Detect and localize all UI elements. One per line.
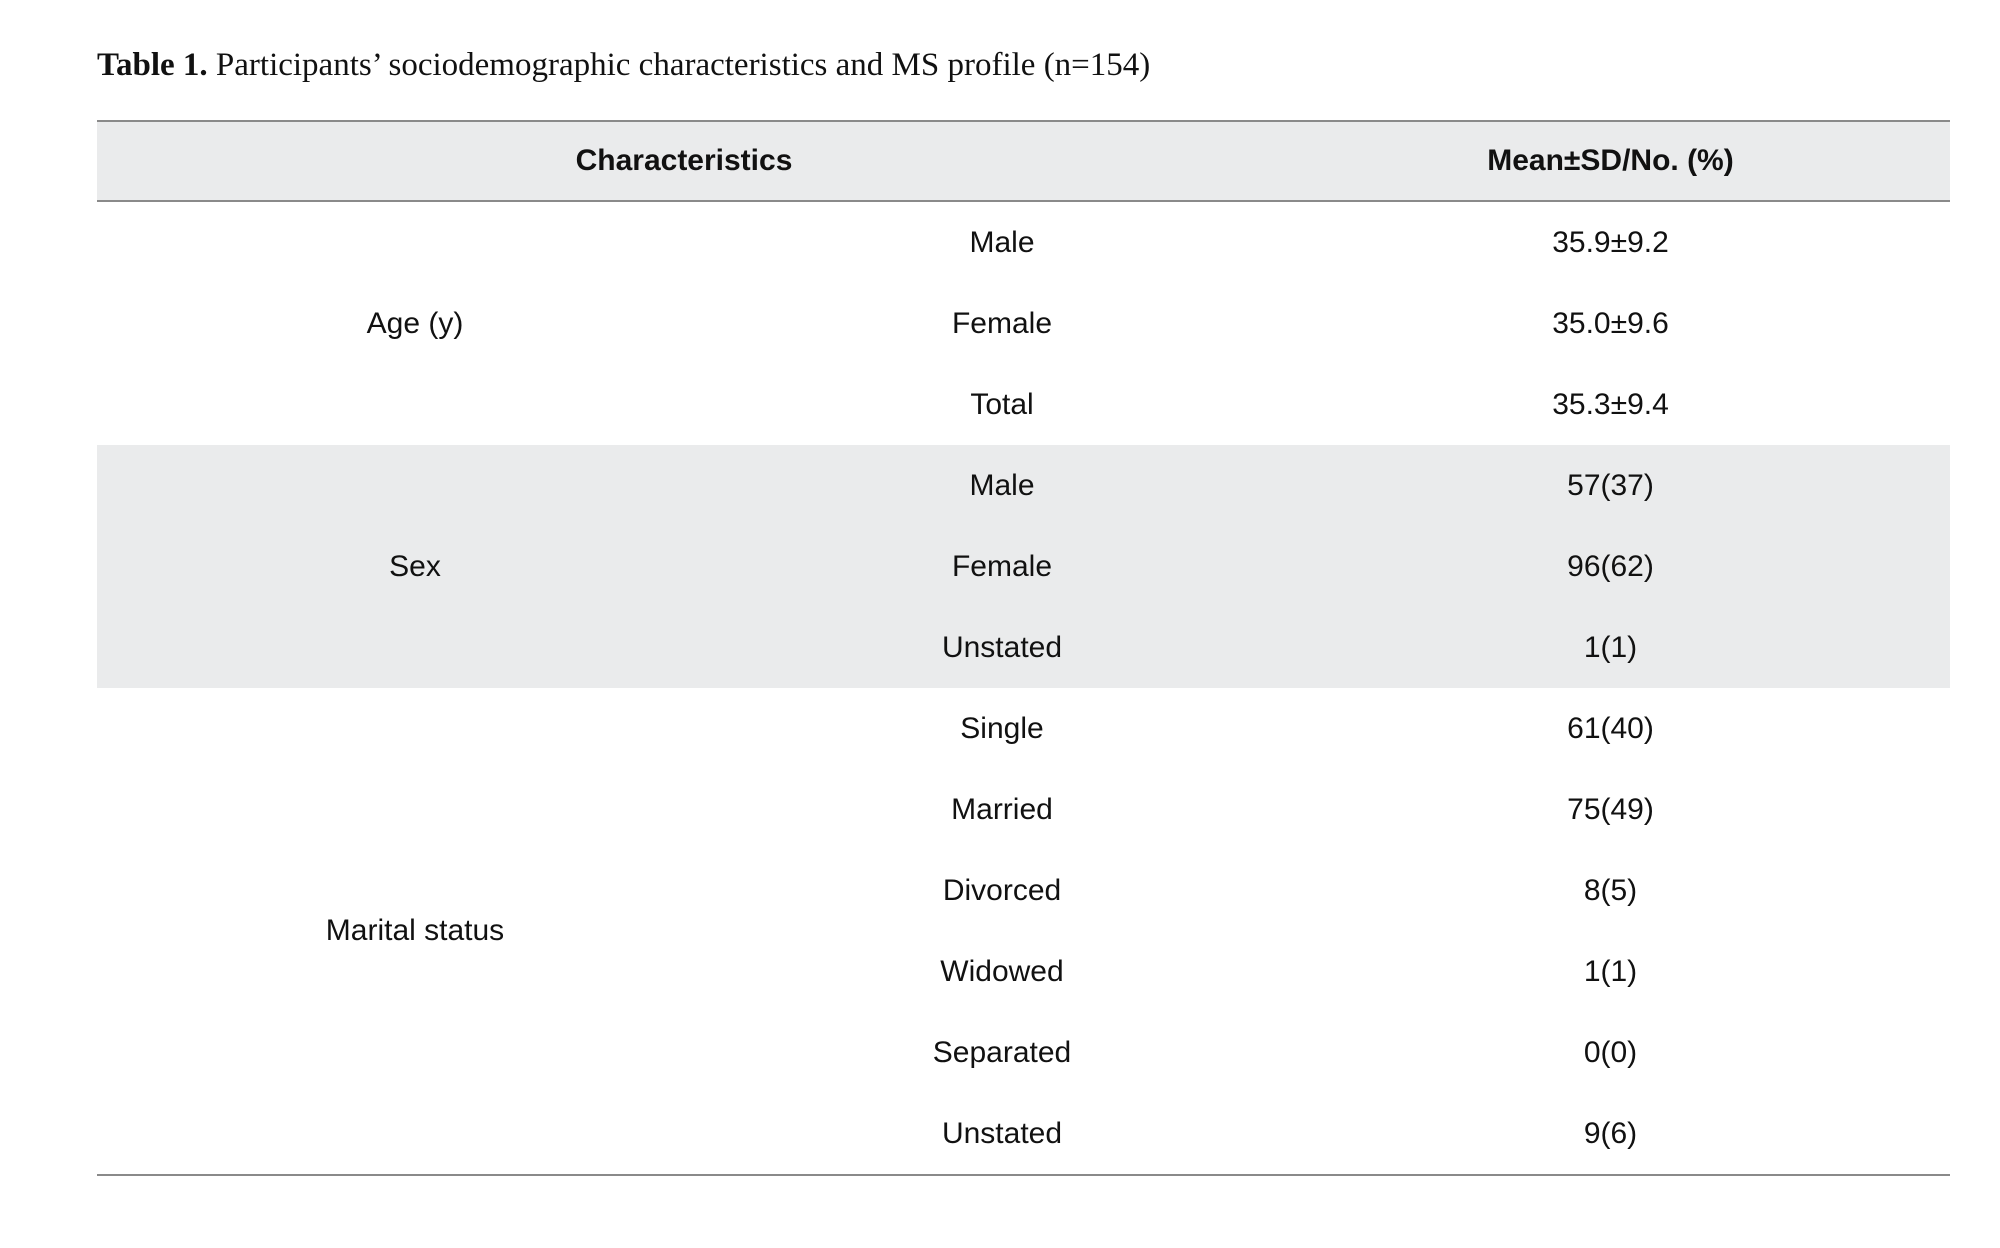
header-row [97,121,1950,201]
row-value: 35.9±9.2 [1552,225,1669,259]
row-label: Female [951,306,1053,340]
row-value: 57(37) [1271,445,1950,526]
table-row [97,201,1950,283]
row-value: 75(49) [1567,792,1654,826]
table-body [97,201,1950,1175]
row-value: 35.0±9.6 [1552,306,1669,340]
row-value: 96(62) [1271,526,1950,607]
table-header [97,121,1950,201]
row-label: Divorced [942,873,1062,907]
row-value: 9(6) [1271,1093,1950,1175]
row-label: Male [969,225,1035,259]
table-row [97,445,1950,526]
characteristics-table [97,120,1950,1176]
row-label: Separated [932,1035,1072,1069]
row-label: Unstated [733,607,1271,688]
row-label: Male [733,445,1271,526]
table-caption-label: Table 1. [97,47,208,83]
header-characteristics: Characteristics [97,121,1271,201]
row-label: Unstated [733,1093,1271,1175]
header-values: Mean±SD/No. (%) [1271,121,1950,201]
row-value: 35.3±9.4 [1552,387,1669,421]
row-label: Female [733,526,1271,607]
row-value: 61(40) [1567,711,1654,745]
row-value: 1(1) [1583,954,1638,988]
row-label: Single [960,711,1044,745]
row-label: Married [951,792,1053,826]
row-value: 1(1) [1271,607,1950,688]
table-caption [97,42,1150,88]
group-label-marital-status: Marital status [97,688,733,1175]
row-label: Total [970,387,1034,421]
table-container [97,120,1950,1176]
row-value: 8(5) [1583,873,1638,907]
row-value: 0(0) [1583,1035,1638,1069]
group-label-age: Age (y) [366,306,464,340]
table-row [97,688,1950,769]
row-label: Widowed [940,954,1064,988]
table-caption-text: Participants’ sociodemographic characteristics and MS profile (n=154) [207,47,1151,83]
group-label-sex: Sex [97,445,733,688]
